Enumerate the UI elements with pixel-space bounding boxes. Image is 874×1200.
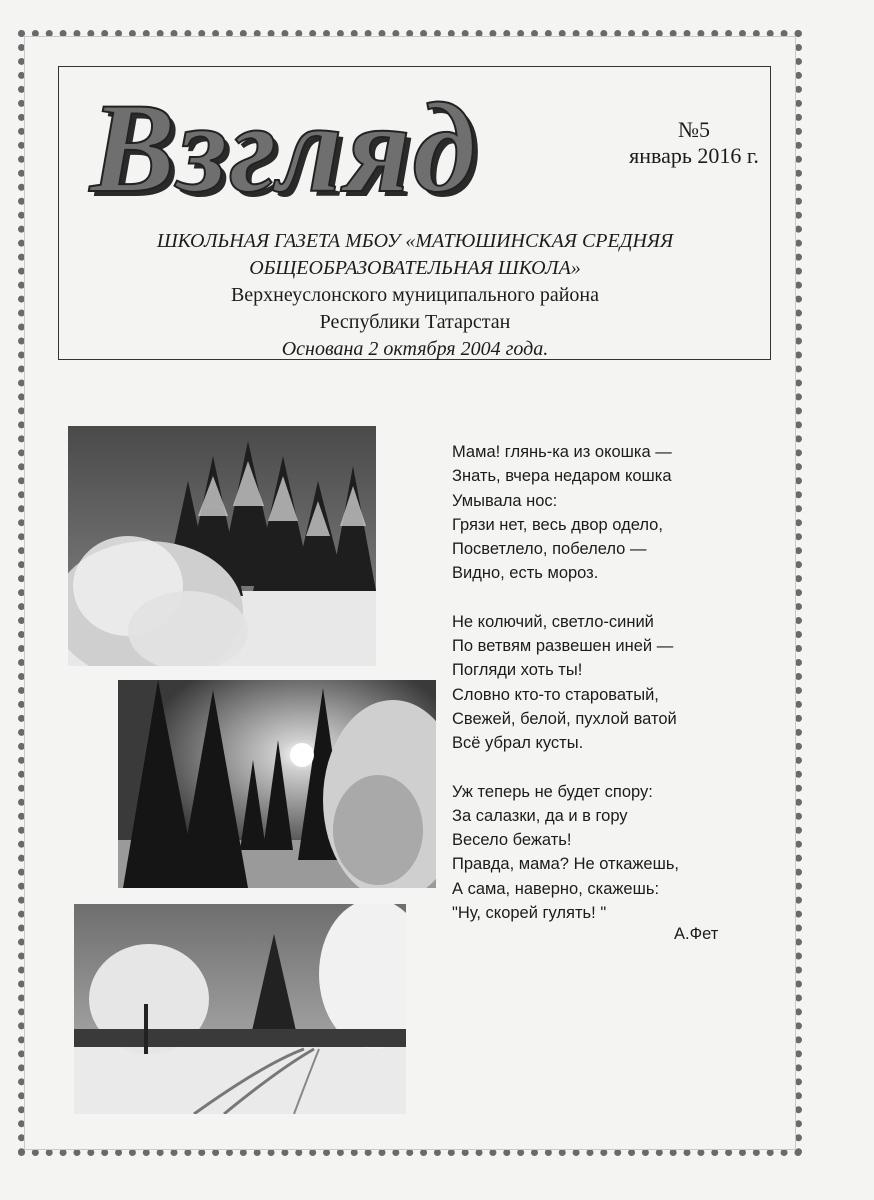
masthead-subtitle	[60, 228, 770, 363]
poem-author: А.Фет	[674, 925, 719, 943]
poem-stanza-1	[452, 440, 762, 586]
issue-number: №5	[678, 117, 710, 142]
winter-photo-1	[68, 426, 376, 666]
winter-road-image	[74, 904, 406, 1114]
subtitle-line-1: ШКОЛЬНАЯ ГАЗЕТА МБОУ «МАТЮШИНСКАЯ СРЕДНЯЯ	[156, 230, 674, 252]
poem-line: Уж теперь не будет спору:	[452, 782, 653, 801]
poem-line: По ветвям развешен иней —	[452, 637, 674, 656]
poem-line: Видно, есть мороз.	[452, 564, 599, 583]
poem-line: Умывала нос:	[452, 491, 558, 510]
district-line: Верхнеуслонского муниципального района	[230, 284, 600, 306]
issue-date: январь 2016 г.	[629, 143, 759, 168]
forest-sun-image	[118, 680, 436, 888]
poem-stanza-2	[452, 610, 762, 756]
poem-line: Знать, вчера недаром кошка	[452, 467, 672, 486]
winter-photo-3	[74, 904, 406, 1114]
poem-line: "Ну, скорей гулять! "	[452, 904, 607, 923]
poem-line: Грязи нет, весь двор одело,	[452, 515, 663, 534]
poem-stanza-3	[452, 780, 762, 926]
poem-line: Погляди хоть ты!	[452, 661, 583, 680]
poem-line: Всё убрал кусты.	[452, 734, 584, 753]
issue-info	[624, 117, 764, 169]
poem-line: Словно кто-то староватый,	[452, 685, 659, 704]
poem-line: За салазки, да и в гору	[452, 806, 628, 825]
winter-photo-2	[118, 680, 436, 888]
winter-forest-image	[68, 426, 376, 666]
poem-line: А сама, наверно, скажешь:	[452, 879, 660, 898]
newspaper-title: Взгляд	[90, 77, 478, 219]
poem-line: Правда, мама? Не откажешь,	[452, 855, 680, 874]
poem-line: Мама! глянь-ка из окошка —	[452, 443, 672, 461]
poem-line: Весело бежать!	[452, 831, 572, 850]
poem-line: Свежей, белой, пухлой ватой	[452, 709, 677, 728]
republic-line: Республики Татарстан	[319, 311, 511, 333]
poem-line: Не колючий, светло-синий	[452, 612, 654, 631]
subtitle-line-2: ОБЩЕОБРАЗОВАТЕЛЬНАЯ ШКОЛА»	[249, 257, 581, 279]
poem	[452, 440, 762, 949]
founded-line: Основана 2 октября 2004 года.	[281, 338, 549, 360]
poem-line: Посветлело, побелело —	[452, 540, 647, 559]
